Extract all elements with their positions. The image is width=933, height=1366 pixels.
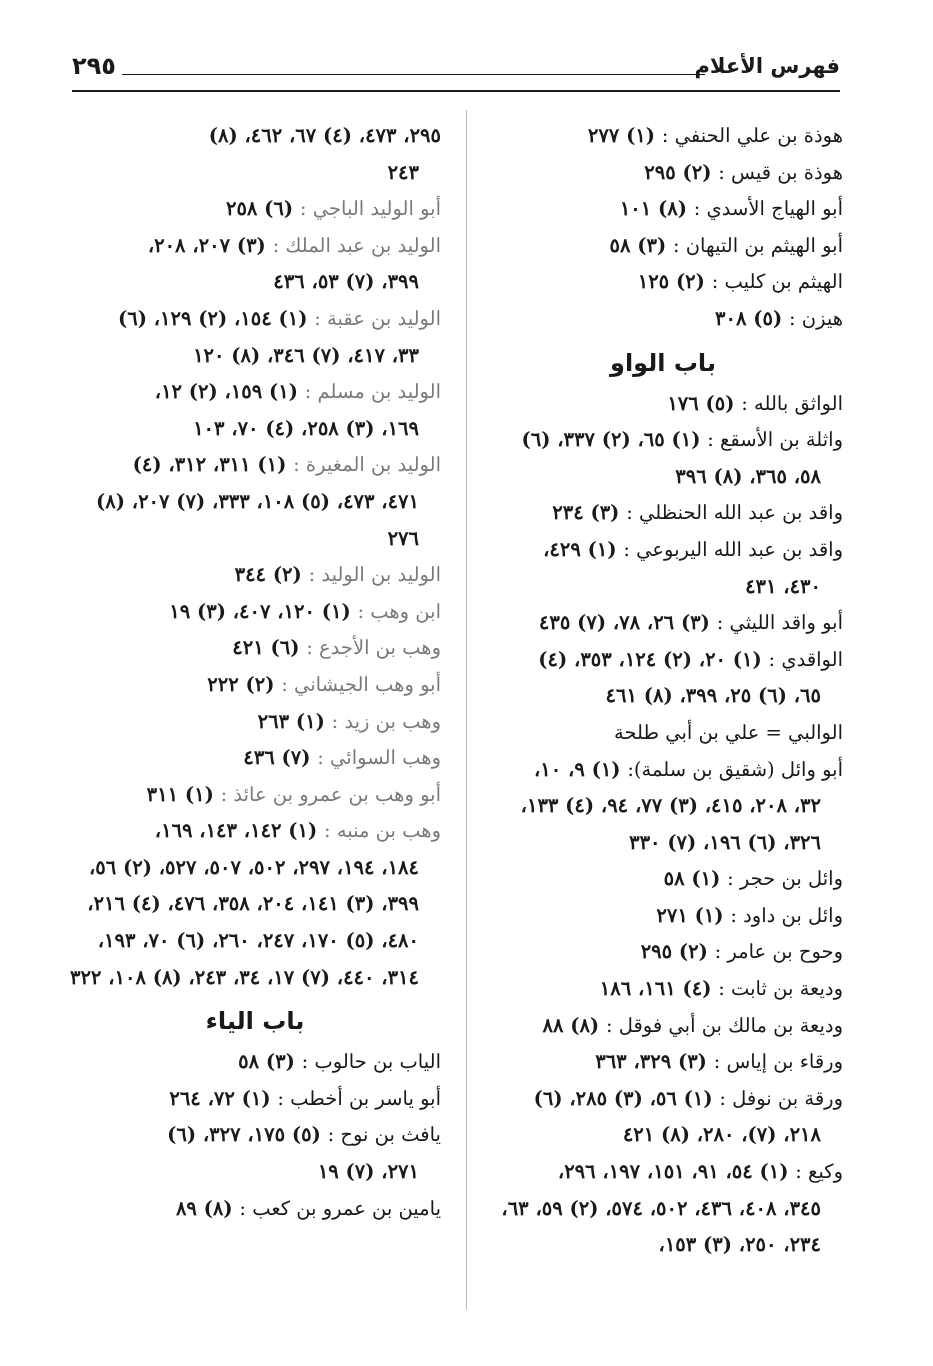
entry-continuation: ٢١٨، (٧)، ٢٨٠، (٨) ٤٢١: [622, 1123, 821, 1147]
entry-refs: (٥) ١٧٥، ٣٢٧، (٦): [167, 1123, 321, 1147]
entry-refs: (٢) ٢٢٢: [207, 672, 275, 696]
entry-name: الوليد بن عبد الملك :: [272, 233, 441, 257]
entry-refs: (١) ٤٢٩،: [543, 537, 617, 561]
entry-refs: (٣) ٢٣٤: [552, 501, 620, 525]
index-entry: [69, 1117, 441, 1190]
entry-name: الوليد بن مسلم :: [304, 380, 441, 404]
entry-name: وائل بن داود :: [730, 903, 843, 927]
entry-name: وكيع :: [795, 1160, 843, 1184]
entry-refs: (٨) ٨٨: [542, 1013, 600, 1037]
entry-refs: (١) ٣١١، ٣١٢، (٤): [132, 453, 287, 477]
index-entry: [69, 667, 441, 704]
index-entry: [483, 934, 843, 971]
entry-refs: (٣) ٢٦، ٧٨، (٧) ٤٣٥: [538, 611, 710, 635]
entry-name: واقد بن عبد الله الحنظلي :: [626, 501, 843, 525]
entry-refs: (١) ١٤٢، ١٤٣، ١٦٩،: [154, 819, 318, 843]
entry-continuation: ١٦٩، (٣) ٢٥٨، (٤) ٧٠، ١٠٣: [193, 416, 419, 440]
entry-continuation: ١٨٤، ١٩٤، ٢٩٧، ٥٠٢، ٥٠٧، ٥٢٧، (٢) ٥٦، ٣٩٩، (٣) ١٤١، ٢٠٤، ٣٥٨، ٤٧٦، (٤) ٢١٦، ٤٨٠، (٥) ١٧٠، ٢٤٧، ٢٦٠، (٦) ٧٠، ١٩٣، ٣١٤، ٤٤٠، (٧) ١٧، ٣٤، ٢٤٣، (٨) ١٠٨، ٣٢٢: [69, 855, 419, 989]
entry-refs: (٨) ١٠١: [619, 197, 687, 221]
entry-refs: (١) ٩، ١٠،: [533, 757, 621, 781]
index-entry: [483, 1154, 843, 1264]
index-entry: [483, 386, 843, 423]
entry-refs: (١) ٥٨: [663, 867, 721, 891]
entry-refs: (٧) ٤٣٦: [243, 746, 311, 770]
entry-name: الوليد بن المغيرة :: [293, 453, 441, 477]
entry-refs: (٥) ١٧٦: [667, 391, 735, 415]
entry-name: هوذة بن قيس :: [718, 160, 843, 184]
entry-name: الواقدي :: [768, 647, 843, 671]
entry-refs: (٢) ٢٩٥: [644, 160, 712, 184]
entry-name: الياب بن حالوب :: [301, 1050, 441, 1074]
entry-refs: (٦) ٤٢١: [232, 636, 300, 660]
entry-continuation: ٣٤٥، ٤٠٨، ٤٣٦، ٥٠٢، ٥٧٤، (٢) ٥٩، ٦٣، ٢٣٤، ٢٥٠، (٣) ١٥٣،: [501, 1196, 821, 1257]
entry-name: واقد بن عبد الله اليربوعي :: [623, 537, 843, 561]
entry-name: أبو ياسر بن أخطب :: [277, 1086, 441, 1110]
entry-name: وائل بن حجر :: [727, 867, 843, 891]
entry-refs: ٢٩٥، ٤٧٣، (٤) ٦٧، ٤٦٢، (٨): [208, 124, 441, 147]
entry-continuation: ٣٣، ٤١٧، (٧) ٣٤٦، (٨) ١٢٠: [193, 343, 419, 367]
entry-refs: (٢) ٣٤٤: [234, 563, 302, 587]
index-entry: [69, 447, 441, 557]
entry-refs: (٥) ٣٠٨: [715, 306, 783, 330]
index-entry: [483, 228, 843, 265]
index-entry: [483, 1044, 843, 1081]
index-entry: [483, 715, 843, 752]
entry-refs: (٢) ١٢٥: [637, 270, 705, 294]
entry-refs: (١) ١٥٤، (٢) ١٢٩، (٦): [118, 306, 308, 330]
entry-name: أبو الهيثم بن التيهان :: [672, 233, 843, 257]
entry-refs: (١) ٥٦، (٣) ٢٨٥، (٦): [533, 1086, 713, 1110]
index-entry: [69, 374, 441, 447]
entry-name: وهب بن زيد :: [331, 709, 441, 733]
entry-refs: (١) ٥٤، ٩١، ١٥١، ١٩٧، ٢٩٦،: [557, 1160, 789, 1184]
index-entry: [69, 1191, 441, 1228]
entry-name: يامين بن عمرو بن كعب :: [239, 1196, 441, 1220]
index-entry: [69, 301, 441, 374]
section-heading: باب الياء: [205, 1007, 305, 1036]
entry-name: هوذة بن علي الحنفي :: [661, 124, 843, 147]
entry-name: الوليد بن الوليد :: [308, 563, 441, 587]
entry-refs: (١) ٧٢، ٢٦٤: [169, 1086, 271, 1110]
index-entry: [483, 898, 843, 935]
index-entry: [69, 228, 441, 301]
entry-name: وهب بن الأجدع :: [306, 636, 441, 660]
entry-name: أبو وهب بن عمرو بن عائذ :: [220, 782, 441, 806]
index-entry: [69, 777, 441, 814]
section-heading: باب الواو: [610, 348, 716, 377]
entry-continuation: ٢٧١، (٧) ١٩: [317, 1160, 419, 1184]
left-column: [69, 118, 441, 1227]
index-entry: [69, 1081, 441, 1118]
entry-name: الوالبي = علي بن أبي طلحة: [614, 720, 843, 744]
running-title: فهرس الأعلام: [694, 54, 840, 78]
entry-refs: (١) ١٥٩، (٢) ١٢،: [154, 380, 298, 404]
entry-name: وحوح بن عامر :: [714, 940, 843, 964]
index-entry: [483, 191, 843, 228]
entry-continuation: ٢٤٣: [387, 160, 419, 184]
entry-refs: (٤) ١٦١، ١٨٦: [599, 977, 712, 1001]
entry-continuation: ٥٨، ٣٦٥، (٨) ٣٩٦: [675, 464, 821, 488]
entry-name: وهب بن منبه :: [324, 819, 441, 843]
entry-name: ورقاء بن إياس :: [713, 1050, 843, 1074]
entry-refs: (٢) ٢٩٥: [640, 940, 708, 964]
entry-refs: (٨) ٨٩: [175, 1196, 233, 1220]
entry-refs: (١) ٢٠، (٢) ١٢٤، ٣٥٣، (٤): [538, 647, 762, 671]
entry-refs: (٣) ٢٠٧، ٢٠٨،: [147, 233, 266, 257]
entry-continuation: ٤٧١، ٤٧٣، (٥) ١٠٨، ٣٣٣، (٧) ٢٠٧، (٨) ٢٧٦: [96, 489, 419, 550]
entry-name: ورقة بن نوفل :: [719, 1086, 843, 1110]
entry-name: أبو وائل (شقيق بن سلمة):: [627, 757, 843, 781]
header-rule: [122, 74, 705, 75]
entry-refs: (٣) ٥٨: [238, 1050, 295, 1074]
entry-name: وديعة بن ثابت :: [718, 977, 843, 1001]
entry-refs: (١) ٢٦٣: [257, 709, 325, 733]
entry-refs: (١) ٢٧٧: [587, 124, 656, 147]
entry-name: أبو واقد الليثي :: [716, 611, 843, 635]
index-entry: [69, 594, 441, 631]
index-entry: [69, 813, 441, 996]
index-entry: [69, 191, 441, 228]
page-header: [72, 50, 840, 92]
entry-name: الهيثم بن كليب :: [711, 270, 843, 294]
entry-name: الوليد بن عقبة :: [314, 306, 441, 330]
entry-refs: (٣) ٥٨: [609, 233, 667, 257]
index-entry: [483, 495, 843, 532]
index-entry: [69, 630, 441, 667]
entry-name: واثلة بن الأسقع :: [707, 428, 843, 452]
page-number: ٢٩٥: [72, 52, 116, 80]
entry-continuation: ٣٩٩، (٧) ٥٣، ٤٣٦: [273, 270, 419, 294]
entry-continuation: ٣٢، ٢٠٨، ٤١٥، (٣) ٧٧، ٩٤، (٤) ١٣٣، ٣٢٦، (٦) ١٩٦، (٧) ٣٣٠: [520, 794, 821, 854]
index-entry: [483, 1008, 843, 1045]
index-entry: [483, 532, 843, 605]
right-column: [483, 118, 843, 1264]
entry-continuation: ٦٥، (٦) ٢٥، ٣٩٩، (٨) ٤٦١: [605, 684, 821, 708]
index-entry: [483, 422, 843, 495]
column-divider: [466, 110, 467, 1310]
index-entry: [483, 264, 843, 301]
entry-refs: (٣) ٣٢٩، ٣٦٣: [595, 1050, 707, 1074]
index-entry: [69, 704, 441, 741]
entry-name: وديعة بن مالك بن أبي فوقل :: [605, 1013, 843, 1037]
index-entry: [483, 301, 843, 338]
entry-refs: (٦) ٢٥٨: [225, 197, 294, 221]
entry-name: وهب السوائي :: [317, 746, 441, 770]
index-entry: [483, 1081, 843, 1154]
index-entry: [69, 557, 441, 594]
entry-name: أبو وهب الجيشاني :: [281, 672, 441, 696]
entry-name: يافث بن نوح :: [327, 1123, 441, 1147]
entry-name: هيزن :: [788, 306, 843, 330]
entry-name: أبو الهياج الأسدي :: [693, 197, 843, 221]
index-entry: [483, 971, 843, 1008]
index-entry: [483, 605, 843, 642]
index-entry: [483, 642, 843, 715]
index-entry: [483, 861, 843, 898]
entry-refs: (١) ٣١١: [146, 782, 214, 806]
index-entry: [483, 752, 843, 862]
entry-name: أبو الوليد الباجي :: [299, 197, 441, 221]
entry-name: ابن وهب :: [357, 599, 441, 623]
index-entry: [69, 118, 441, 191]
entry-continuation: ٤٣٠، ٤٣١: [745, 574, 821, 598]
index-entry: [69, 1044, 441, 1081]
index-entry: [483, 118, 843, 155]
entry-refs: (١) ٢٧١: [656, 903, 724, 927]
index-entry: [69, 740, 441, 777]
entry-refs: (١) ١٢٠، ٤٠٧، (٣) ١٩: [169, 599, 351, 623]
entry-name: الواثق بالله :: [741, 391, 843, 415]
entry-refs: (١) ٦٥، (٢) ٣٣٧، (٦): [521, 428, 701, 452]
index-entry: [483, 155, 843, 192]
